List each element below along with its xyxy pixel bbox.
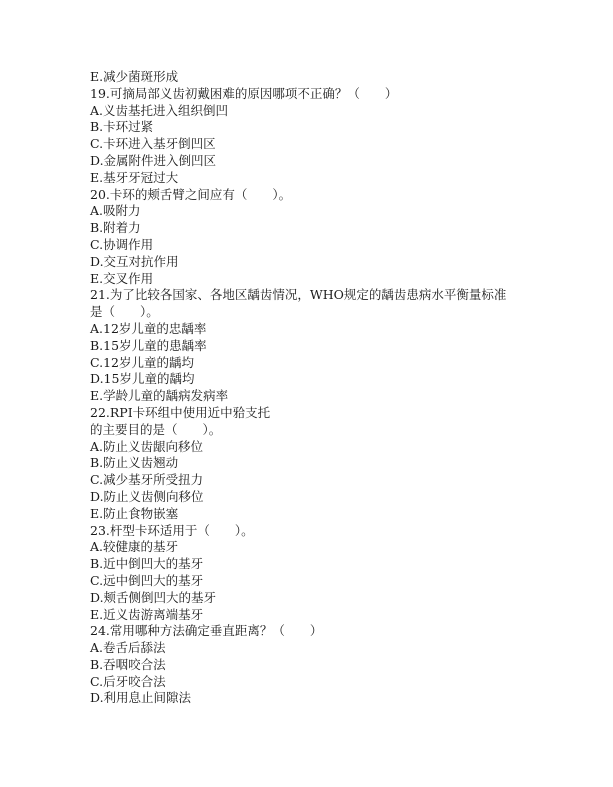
option-line: D.15岁儿童的龋均 bbox=[90, 371, 195, 387]
option-line: C.远中倒凹大的基牙 bbox=[90, 572, 204, 588]
question-line: 22.RPI卡环组中使用近中𬌗支托 bbox=[90, 404, 271, 420]
option-line: C.后牙咬合法 bbox=[90, 673, 166, 689]
option-line: E.减少菌斑形成 bbox=[90, 69, 179, 84]
question-text-block bbox=[90, 69, 560, 707]
option-line: A.较健康的基牙 bbox=[90, 539, 179, 555]
option-line: E.近义齿游离端基牙 bbox=[90, 606, 204, 622]
option-line: B.防止义齿翘动 bbox=[90, 455, 179, 471]
option-line: E.学龄儿童的龋病发病率 bbox=[90, 388, 229, 404]
option-line: C.卡环进入基牙倒凹区 bbox=[90, 136, 216, 152]
option-line: B.吞咽咬合法 bbox=[90, 656, 166, 672]
option-line: A.防止义齿龈向移位 bbox=[90, 438, 204, 454]
question-line: 19.可摘局部义齿初戴困难的原因哪项不正确？（ ） bbox=[90, 85, 398, 101]
question-line: 23.杆型卡环适用于（ ）。 bbox=[90, 522, 254, 538]
option-line: E.交叉作用 bbox=[90, 270, 154, 286]
option-line: C.协调作用 bbox=[90, 236, 154, 252]
option-line: A.12岁儿童的忠龋率 bbox=[90, 320, 207, 336]
option-line: C.减少基牙所受扭力 bbox=[90, 472, 204, 488]
option-line: D.颊舌侧倒凹大的基牙 bbox=[90, 589, 217, 605]
option-line: D.防止义齿侧向移位 bbox=[90, 488, 204, 504]
option-line: B.附着力 bbox=[90, 220, 141, 236]
option-line: D.交互对抗作用 bbox=[90, 253, 179, 269]
option-line: A.义齿基托进入组织倒凹 bbox=[90, 102, 229, 118]
option-line: B.卡环过紧 bbox=[90, 119, 154, 135]
question-line-continued: 是（ ）。 bbox=[90, 304, 159, 320]
option-line: D.金属附件进入倒凹区 bbox=[90, 152, 217, 168]
option-line: E.防止食物嵌塞 bbox=[90, 505, 179, 521]
option-line: C.12岁儿童的龋均 bbox=[90, 354, 194, 370]
question-line: 20.卡环的颊舌臂之间应有（ ）。 bbox=[90, 186, 292, 202]
question-line: 21.为了比较各国家、各地区龋齿情况，WHO规定的龋齿患病水平衡量标准 bbox=[90, 287, 507, 303]
option-line: E.基牙牙冠过大 bbox=[90, 169, 179, 185]
option-line: A.卷舌后舔法 bbox=[90, 640, 166, 656]
option-line: D.利用息止间隙法 bbox=[90, 690, 192, 706]
question-line: 24.常用哪种方法确定垂直距离？（ ） bbox=[90, 623, 323, 639]
option-line: A.吸附力 bbox=[90, 203, 141, 219]
question-line-continued: 的主要目的是（ ）。 bbox=[90, 421, 222, 437]
option-line: B.近中倒凹大的基牙 bbox=[90, 556, 204, 572]
option-line: B.15岁儿童的患龋率 bbox=[90, 337, 207, 353]
